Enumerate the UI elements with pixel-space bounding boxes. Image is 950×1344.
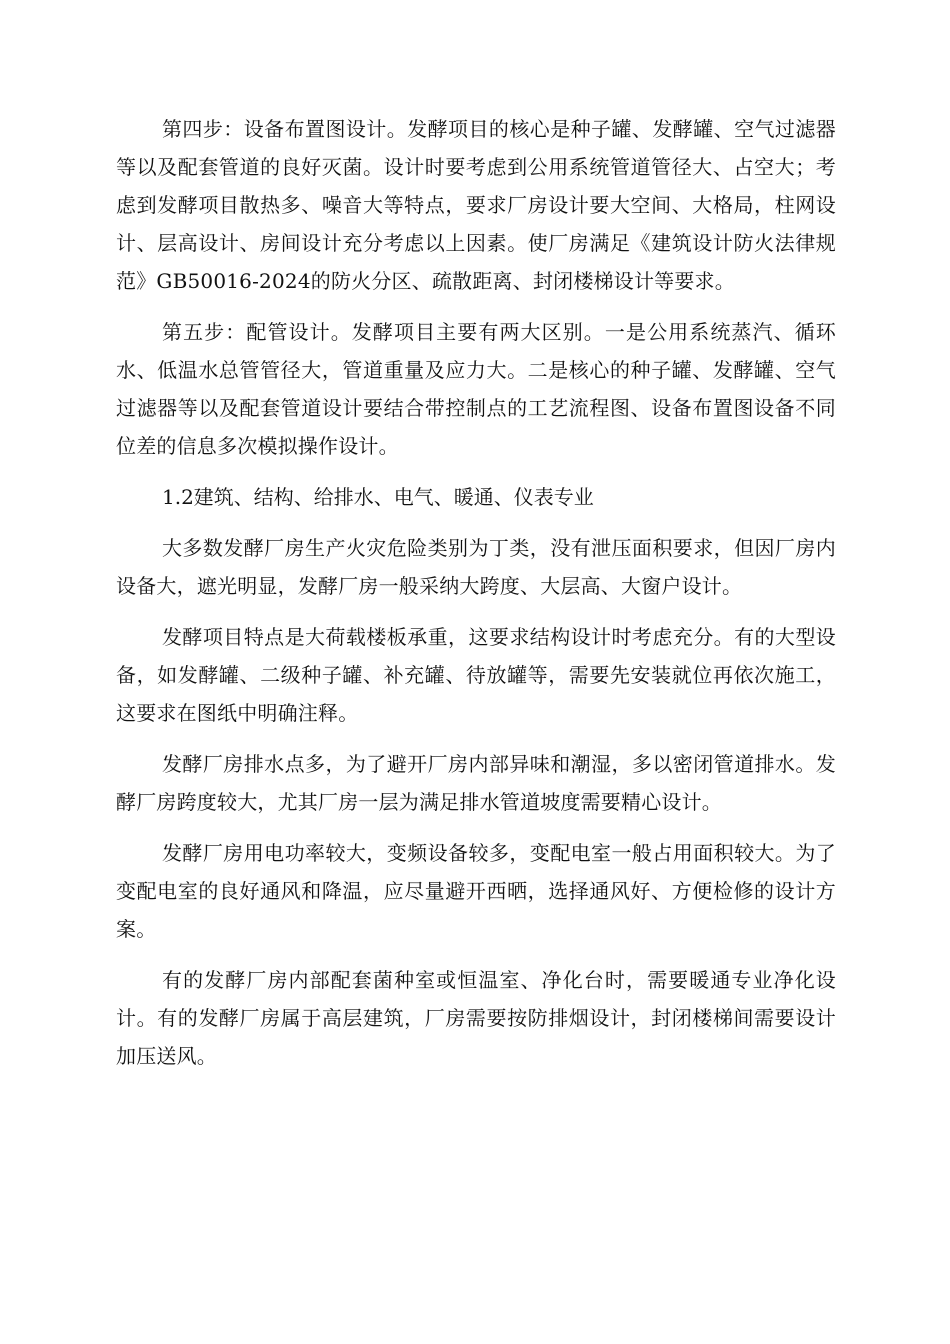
paragraph-architecture: 大多数发酵厂房生产火灾危险类别为丁类，没有泄压面积要求，但因厂房内设备大，遮光明显，发酵厂房一般采纳大跨度、大层高、大窗户设计。 bbox=[116, 536, 836, 598]
paragraph-step5-piping-design: 第五步：配管设计。发酵项目主要有两大区别。一是公用系统蒸汽、循环水、低温水总管管径大，管道重量及应力大。二是核心的种子罐、发酵罐、空气过滤器等以及配套管道设计要结合带控制点的工艺流程图、设备布置图设备不同位差的信息多次模拟操作设计。 bbox=[116, 320, 836, 458]
paragraph-electrical: 发酵厂房用电功率较大，变频设备较多，变配电室一般占用面积较大。为了变配电室的良好通风和降温，应尽量避开西晒，选择通风好、方便检修的设计方案。 bbox=[116, 841, 836, 941]
paragraph-hvac: 有的发酵厂房内部配套菌种室或恒温室、净化台时，需要暖通专业净化设计。有的发酵厂房属于高层建筑，厂房需要按防排烟设计，封闭楼梯间需要设计加压送风。 bbox=[116, 968, 836, 1068]
document-page bbox=[116, 110, 836, 1088]
paragraph-structure: 发酵项目特点是大荷载楼板承重，这要求结构设计时考虑充分。有的大型设备，如发酵罐、二级种子罐、补充罐、待放罐等，需要先安装就位再依次施工，这要求在图纸中明确注释。 bbox=[116, 625, 836, 725]
paragraph-drainage: 发酵厂房排水点多，为了避开厂房内部异味和潮湿，多以密闭管道排水。发酵厂房跨度较大，尤其厂房一层为满足排水管道坡度需要精心设计。 bbox=[116, 752, 836, 814]
paragraph-step4-layout-design: 第四步：设备布置图设计。发酵项目的核心是种子罐、发酵罐、空气过滤器等以及配套管道的良好灭菌。设计时要考虑到公用系统管道管径大、占空大；考虑到发酵项目散热多、噪音大等特点，要求厂房设计要大空间、大格局，柱网设计、层高设计、房间设计充分考虑以上因素。使厂房满足《建筑设计防火法律规范》GB50016-2024的防火分区、疏散距离、封闭楼梯设计等要求。 bbox=[116, 117, 836, 293]
section-heading-1-2: 1.2建筑、结构、给排水、电气、暖通、仪表专业 bbox=[162, 485, 594, 509]
